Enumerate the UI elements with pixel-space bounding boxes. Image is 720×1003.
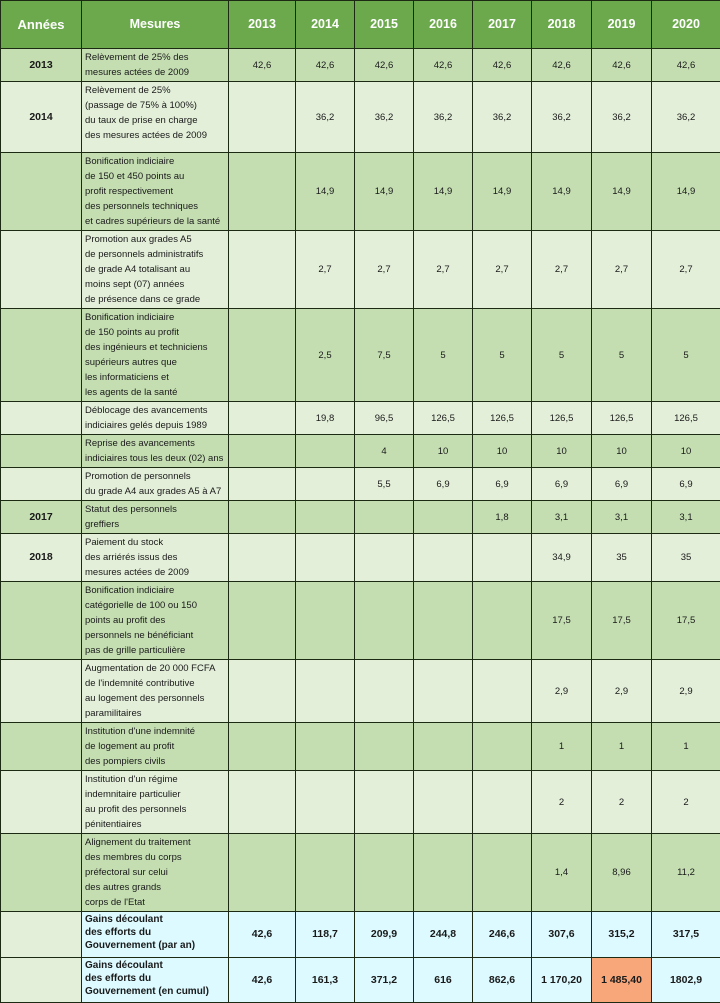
row-value <box>229 82 296 153</box>
table-row <box>1 231 720 309</box>
row-value: 14,9 <box>532 153 592 231</box>
row-measure: Promotion aux grades A5 de personnels administratifs de grade A4 totalisant au moins sept (07) années de présence dans ce grade <box>82 231 229 309</box>
row-value <box>229 534 296 582</box>
row-value: 10 <box>652 435 720 468</box>
row-value <box>229 834 296 912</box>
row-value <box>229 435 296 468</box>
row-value: 36,2 <box>532 82 592 153</box>
total-value: 244,8 <box>414 912 473 958</box>
row-value <box>296 501 355 534</box>
total-value: 42,6 <box>229 958 296 1003</box>
row-value <box>355 582 414 660</box>
row-value: 5 <box>414 309 473 402</box>
row-value: 2,7 <box>296 231 355 309</box>
row-value <box>229 582 296 660</box>
row-value: 6,9 <box>473 468 532 501</box>
row-year <box>1 660 82 723</box>
row-value: 42,6 <box>414 49 473 82</box>
row-value <box>355 723 414 771</box>
row-value <box>414 723 473 771</box>
row-value: 2,7 <box>652 231 720 309</box>
row-value <box>473 534 532 582</box>
row-value <box>355 771 414 834</box>
row-value <box>414 501 473 534</box>
row-value: 8,96 <box>592 834 652 912</box>
table-row <box>1 501 720 534</box>
row-measure: Augmentation de 20 000 FCFA de l'indemnité contributive au logement des personnels paramilitaires <box>82 660 229 723</box>
table-row <box>1 468 720 501</box>
header-year: 2014 <box>296 1 355 49</box>
row-value: 36,2 <box>473 82 532 153</box>
row-value: 36,2 <box>592 82 652 153</box>
row-value: 14,9 <box>473 153 532 231</box>
row-value: 11,2 <box>652 834 720 912</box>
row-value: 6,9 <box>414 468 473 501</box>
row-value: 2,7 <box>355 231 414 309</box>
header-year: 2015 <box>355 1 414 49</box>
row-year <box>1 309 82 402</box>
row-value: 35 <box>652 534 720 582</box>
row-value: 42,6 <box>592 49 652 82</box>
row-value: 14,9 <box>296 153 355 231</box>
total-label: Gains découlant des efforts du Gouvernement (par an) <box>82 912 229 958</box>
row-value: 2,7 <box>592 231 652 309</box>
total-value: 862,6 <box>473 958 532 1003</box>
row-value: 1,8 <box>473 501 532 534</box>
row-value <box>296 468 355 501</box>
row-value <box>296 435 355 468</box>
table-row <box>1 402 720 435</box>
total-value: 371,2 <box>355 958 414 1003</box>
row-year <box>1 771 82 834</box>
total-value: 161,3 <box>296 958 355 1003</box>
row-value <box>229 153 296 231</box>
row-year: 2013 <box>1 49 82 82</box>
row-value: 6,9 <box>652 468 720 501</box>
row-value <box>229 468 296 501</box>
table-row <box>1 435 720 468</box>
row-value <box>355 501 414 534</box>
row-value: 14,9 <box>414 153 473 231</box>
total-value: 246,6 <box>473 912 532 958</box>
row-value: 1 <box>592 723 652 771</box>
row-measure: Paiement du stock des arriérés issus des mesures actées de 2009 <box>82 534 229 582</box>
row-measure: Relèvement de 25% (passage de 75% à 100%) du taux de prise en charge des mesures actées de 2009 <box>82 82 229 153</box>
table-row <box>1 153 720 231</box>
table-row <box>1 771 720 834</box>
row-value: 96,5 <box>355 402 414 435</box>
table-row <box>1 723 720 771</box>
row-value: 42,6 <box>473 49 532 82</box>
row-value <box>296 660 355 723</box>
row-value: 2,9 <box>592 660 652 723</box>
row-value: 4 <box>355 435 414 468</box>
row-value <box>296 771 355 834</box>
table-row <box>1 834 720 912</box>
row-value <box>296 723 355 771</box>
row-value: 14,9 <box>355 153 414 231</box>
row-value: 10 <box>414 435 473 468</box>
row-value <box>229 501 296 534</box>
row-value <box>414 834 473 912</box>
total-row-annual <box>1 912 720 958</box>
total-year-blank <box>1 912 82 958</box>
row-value: 10 <box>592 435 652 468</box>
header-year: 2020 <box>652 1 720 49</box>
row-value <box>414 660 473 723</box>
table-row <box>1 309 720 402</box>
table-row <box>1 82 720 153</box>
row-measure: Institution d'une indemnité de logement au profit des pompiers civils <box>82 723 229 771</box>
row-value: 36,2 <box>414 82 473 153</box>
row-value: 6,9 <box>592 468 652 501</box>
row-value: 42,6 <box>296 49 355 82</box>
row-value: 42,6 <box>229 49 296 82</box>
row-value: 2,5 <box>296 309 355 402</box>
row-value: 2,7 <box>414 231 473 309</box>
row-value <box>414 534 473 582</box>
header-mesures: Mesures <box>82 1 229 49</box>
row-value <box>414 582 473 660</box>
row-value: 2,9 <box>652 660 720 723</box>
row-year <box>1 834 82 912</box>
row-value <box>355 660 414 723</box>
row-value: 10 <box>532 435 592 468</box>
row-measure: Bonification indiciaire catégorielle de 100 ou 150 points au profit des personnels ne bénéficiant pas de grille particulière <box>82 582 229 660</box>
row-value: 36,2 <box>652 82 720 153</box>
row-year <box>1 723 82 771</box>
table-row <box>1 582 720 660</box>
total-value: 1802,9 <box>652 958 720 1003</box>
row-value: 3,1 <box>532 501 592 534</box>
row-value: 7,5 <box>355 309 414 402</box>
row-value: 5 <box>592 309 652 402</box>
row-measure: Promotion de personnels du grade A4 aux grades A5 à A7 <box>82 468 229 501</box>
header-row <box>1 1 720 49</box>
row-measure: Statut des personnels greffiers <box>82 501 229 534</box>
table-row <box>1 49 720 82</box>
row-value: 35 <box>592 534 652 582</box>
total-value: 616 <box>414 958 473 1003</box>
highlighted-total-value: 1 485,40 <box>592 958 652 1003</box>
total-value: 307,6 <box>532 912 592 958</box>
row-measure: Bonification indiciaire de 150 et 450 points au profit respectivement des personnels techniques et cadres supérieurs de la santé <box>82 153 229 231</box>
total-year-blank <box>1 958 82 1003</box>
header-year: 2016 <box>414 1 473 49</box>
row-value: 1,4 <box>532 834 592 912</box>
row-value <box>355 834 414 912</box>
row-value: 126,5 <box>414 402 473 435</box>
row-value: 17,5 <box>592 582 652 660</box>
total-value: 118,7 <box>296 912 355 958</box>
row-value <box>355 534 414 582</box>
row-value: 1 <box>532 723 592 771</box>
total-value: 317,5 <box>652 912 720 958</box>
row-measure: Relèvement de 25% des mesures actées de 2009 <box>82 49 229 82</box>
total-value: 42,6 <box>229 912 296 958</box>
row-year <box>1 231 82 309</box>
total-value: 1 170,20 <box>532 958 592 1003</box>
row-value: 42,6 <box>355 49 414 82</box>
row-value <box>473 771 532 834</box>
row-value: 17,5 <box>652 582 720 660</box>
row-value: 5,5 <box>355 468 414 501</box>
total-row-cumulative <box>1 958 720 1003</box>
row-year <box>1 582 82 660</box>
row-value: 36,2 <box>296 82 355 153</box>
row-measure: Institution d'un régime indemnitaire particulier au profit des personnels pénitentiaires <box>82 771 229 834</box>
row-value: 3,1 <box>592 501 652 534</box>
row-measure: Reprise des avancements indiciaires tous les deux (02) ans <box>82 435 229 468</box>
row-year <box>1 435 82 468</box>
row-value <box>229 723 296 771</box>
row-value: 42,6 <box>532 49 592 82</box>
row-value: 14,9 <box>652 153 720 231</box>
row-value: 5 <box>473 309 532 402</box>
row-measure: Déblocage des avancements indiciaires gelés depuis 1989 <box>82 402 229 435</box>
header-year: 2018 <box>532 1 592 49</box>
row-value: 17,5 <box>532 582 592 660</box>
row-year <box>1 402 82 435</box>
row-measure: Bonification indiciaire de 150 points au profit des ingénieurs et techniciens supérieurs autres que les informaticiens et les agents de la santé <box>82 309 229 402</box>
row-value: 36,2 <box>355 82 414 153</box>
header-year: 2019 <box>592 1 652 49</box>
row-value: 126,5 <box>652 402 720 435</box>
row-value: 42,6 <box>652 49 720 82</box>
row-year: 2017 <box>1 501 82 534</box>
row-value: 126,5 <box>592 402 652 435</box>
total-value: 209,9 <box>355 912 414 958</box>
table-row <box>1 534 720 582</box>
header-annees: Années <box>1 1 82 49</box>
row-value: 126,5 <box>473 402 532 435</box>
header-year: 2013 <box>229 1 296 49</box>
row-value: 126,5 <box>532 402 592 435</box>
row-value: 10 <box>473 435 532 468</box>
row-value <box>229 231 296 309</box>
row-value: 2 <box>532 771 592 834</box>
row-value <box>414 771 473 834</box>
row-year <box>1 468 82 501</box>
row-value: 14,9 <box>592 153 652 231</box>
table-row <box>1 660 720 723</box>
row-value: 6,9 <box>532 468 592 501</box>
row-value: 34,9 <box>532 534 592 582</box>
row-value <box>296 534 355 582</box>
row-value: 5 <box>652 309 720 402</box>
row-value: 2 <box>592 771 652 834</box>
row-value: 2,9 <box>532 660 592 723</box>
row-value <box>473 660 532 723</box>
row-value: 2 <box>652 771 720 834</box>
row-value: 3,1 <box>652 501 720 534</box>
row-value <box>473 834 532 912</box>
total-value: 315,2 <box>592 912 652 958</box>
row-value: 5 <box>532 309 592 402</box>
row-value: 2,7 <box>473 231 532 309</box>
row-value: 2,7 <box>532 231 592 309</box>
row-value <box>296 834 355 912</box>
row-value <box>229 402 296 435</box>
row-year <box>1 153 82 231</box>
total-label: Gains découlant des efforts du Gouvernement (en cumul) <box>82 958 229 1003</box>
header-year: 2017 <box>473 1 532 49</box>
row-measure: Alignement du traitement des membres du corps préfectoral sur celui des autres grands corps de l'Etat <box>82 834 229 912</box>
row-value <box>473 723 532 771</box>
row-value: 19,8 <box>296 402 355 435</box>
row-value <box>229 309 296 402</box>
row-value <box>473 582 532 660</box>
row-value: 1 <box>652 723 720 771</box>
row-value <box>229 660 296 723</box>
row-year: 2014 <box>1 82 82 153</box>
row-value <box>296 582 355 660</box>
row-year: 2018 <box>1 534 82 582</box>
row-value <box>229 771 296 834</box>
